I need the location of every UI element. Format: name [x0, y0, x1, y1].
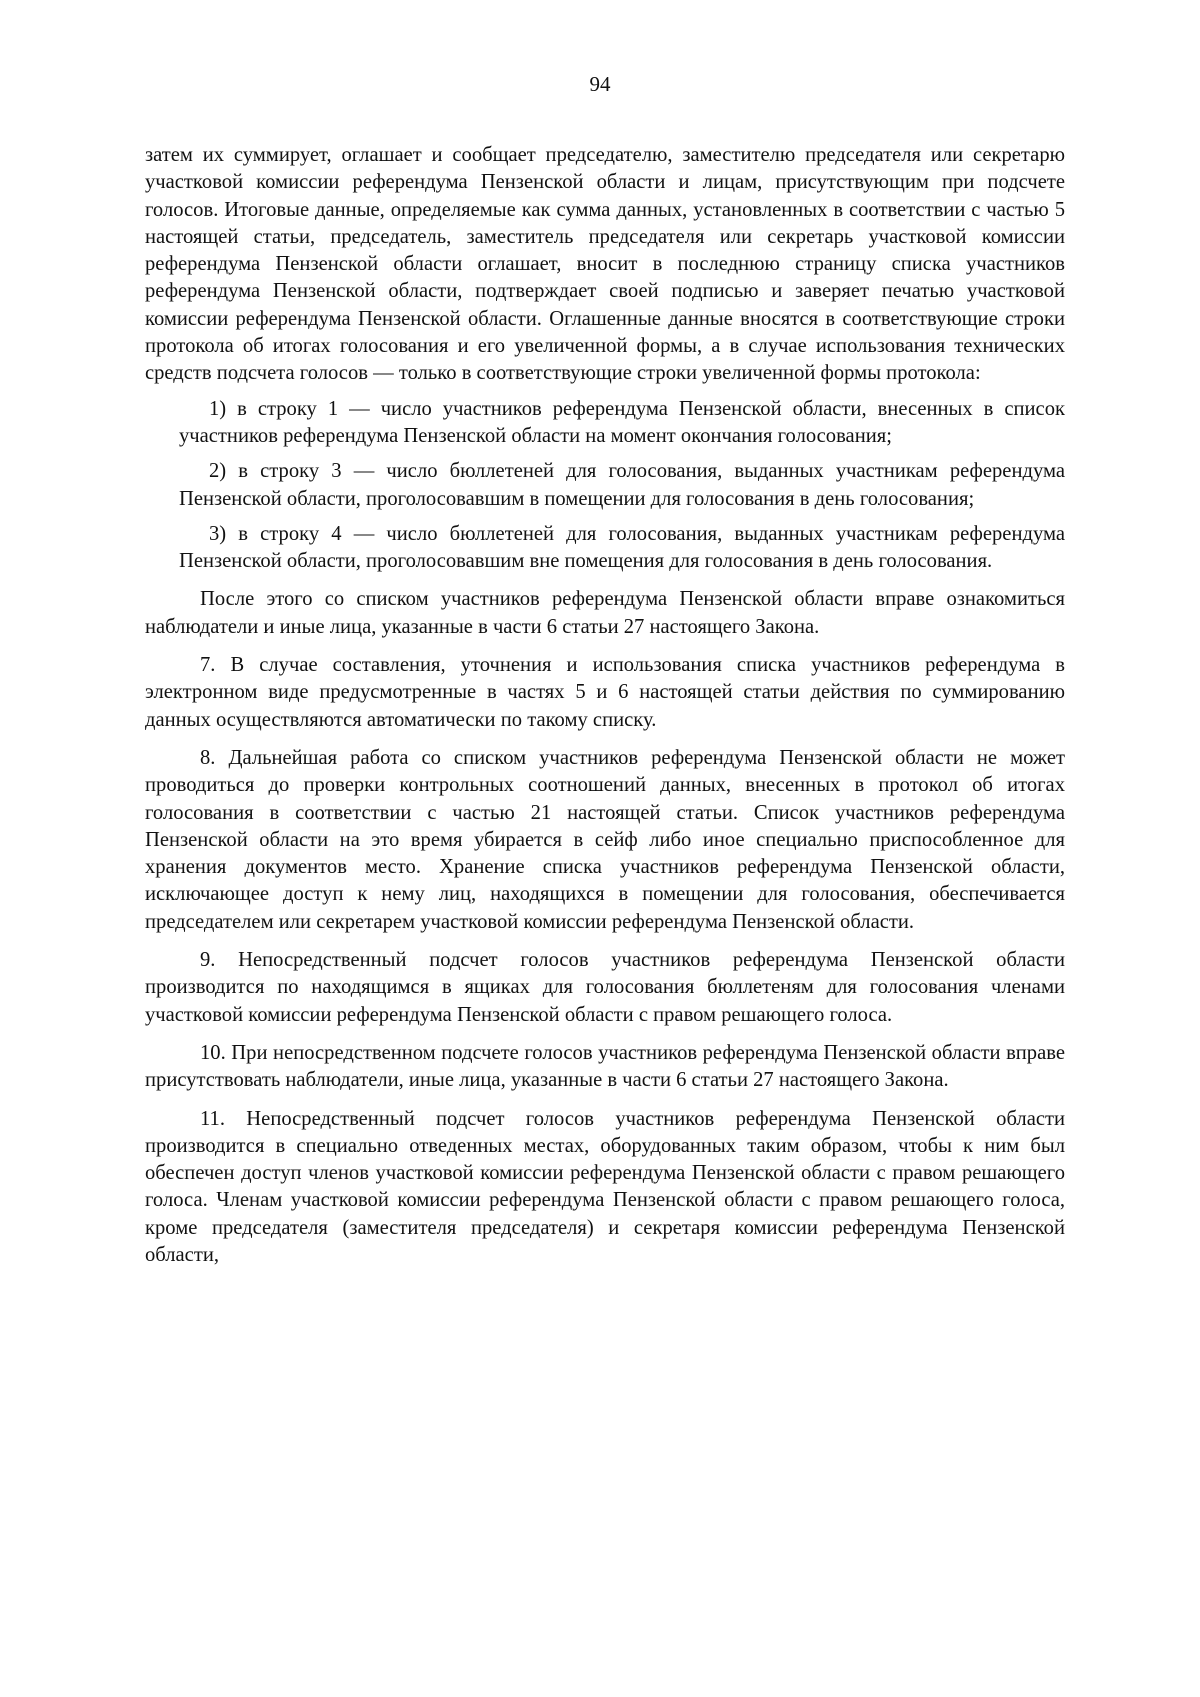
list-item-row-4 [179, 521, 1065, 576]
list-item-text: 2) в строку 3 — число бюллетеней для голосования, выданных участникам референдума Пензенской области, проголосовавшим в помещении для голосования в день голосования; [179, 460, 1065, 510]
paragraph-9: 9. Непосредственный подсчет голосов участников референдума Пензенской области производится по находящимся в ящиках для голосования бюллетеням для голосования членами участковой комиссии референдума Пензенской области с правом решающего голоса. [145, 949, 1065, 1026]
page-number: 94 [589, 72, 611, 96]
list-item-text: 1) в строку 1 — число участников референдума Пензенской области, внесенных в список участников референдума Пензенской области на момент окончания голосования; [179, 397, 1065, 447]
paragraph-11: 11. Непосредственный подсчет голосов участников референдума Пензенской области производится в специально отведенных местах, оборудованных таким образом, чтобы к ним был обеспечен доступ членов участковой комиссии референдума Пензенской области с правом решающего голоса. Членам участковой комиссии референдума Пензенской области с правом решающего голоса, кроме председателя (заместителя председателя) и секретаря комиссии референдума Пензенской области, [145, 1107, 1065, 1266]
list-item-row-1 [179, 396, 1065, 451]
list-item-row-3 [179, 458, 1065, 513]
paragraph-8: 8. Дальнейшая работа со списком участников референдума Пензенской области не может проводиться до проверки контрольных соотношений данных, внесенных в протокол об итогах голосования в соответствии с частью 21 настоящей статьи. Список участников референдума Пензенской области на это время убирается в сейф либо иное специально приспособленное для хранения документов место. Хранение списка участников референдума Пензенской области, исключающее доступ к нему лиц, находящихся в помещении для голосования, обеспечивается председателем или секретарем участковой комиссии референдума Пензенской области. [145, 746, 1065, 933]
paragraph-observers: После этого со списком участников референдума Пензенской области вправе ознакомиться наблюдатели и иные лица, указанные в части 6 статьи 27 настоящего Закона. [145, 588, 1065, 638]
list-item-text: 3) в строку 4 — число бюллетеней для голосования, выданных участникам референдума Пензенской области, проголосовавшим вне помещения для голосования в день голосования. [179, 522, 1065, 573]
paragraph-7: 7. В случае составления, уточнения и использования списка участников референдума в электронном виде предусмотренные в частях 5 и 6 настоящей статьи действия по суммированию данных осуществляются автоматически по такому списку. [145, 654, 1065, 731]
paragraph-continuation: затем их суммирует, оглашает и сообщает председателю, заместителю председателя или секретарю участковой комиссии референдума Пензенской области и лицам, присутствующим при подсчете голосов. Итоговые данные, определяемые как сумма данных, установленных в соответствии с частью 5 настоящей статьи, председатель, заместитель председателя или секретарь участковой комиссии референдума Пензенской области оглашает, вносит в последнюю страницу списка участников референдума Пензенской области, подтверждает своей подписью и заверяет печатью участковой комиссии референдума Пензенской области. Оглашенные данные вносятся в соответствующие строки протокола об итогах голосования и его увеличенной формы, а в случае использования технических средств подсчета голосов — только в соответствующие строки увеличенной формы протокола: [145, 144, 1065, 385]
document-body [145, 142, 1065, 1269]
paragraph-10: 10. При непосредственном подсчете голосов участников референдума Пензенской области вправе присутствовать наблюдатели, иные лица, указанные в части 6 статьи 27 настоящего Закона. [145, 1041, 1065, 1092]
